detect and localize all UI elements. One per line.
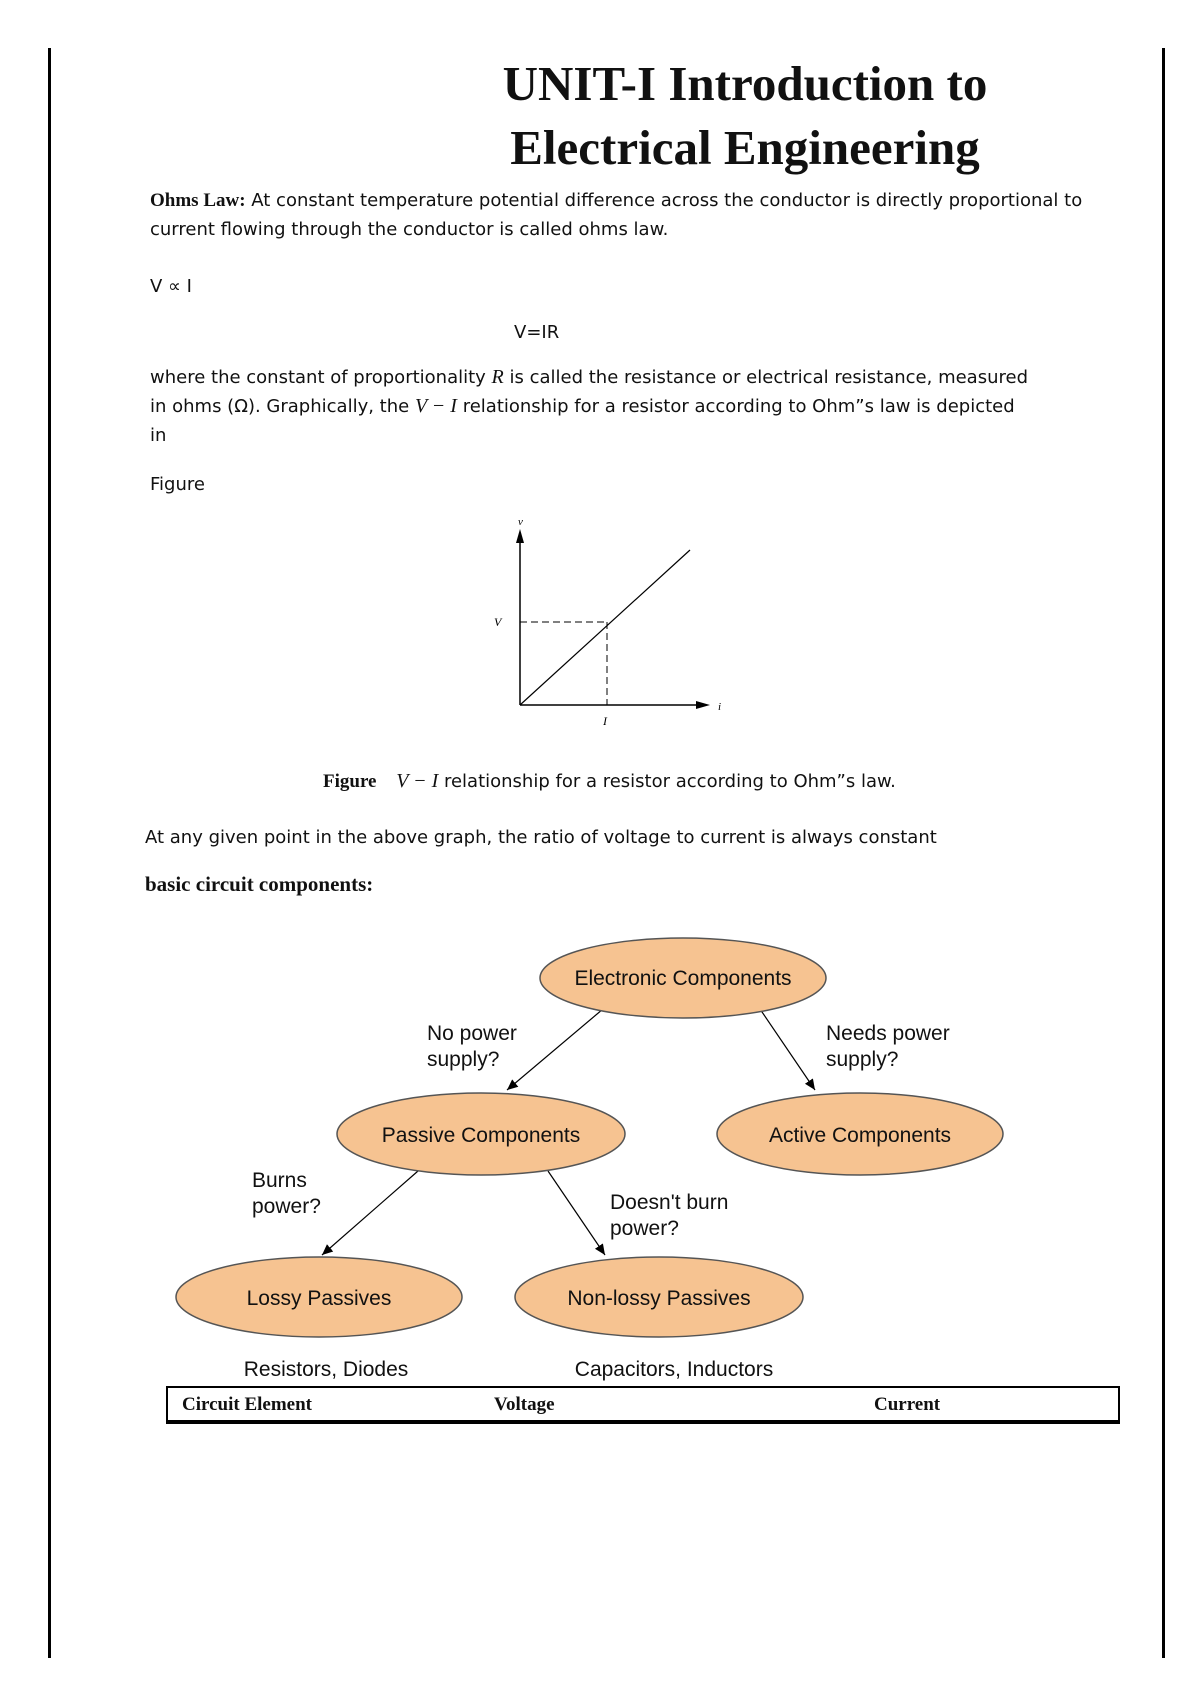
node-electronic-components — [540, 938, 826, 1018]
needs-power-question-line1: Needs power — [826, 1022, 950, 1045]
passive-label: Passive Components — [381, 1124, 581, 1147]
circuit-element-table — [166, 1386, 1120, 1424]
title-line-2: Electrical Engineering — [510, 120, 980, 175]
arrow-to-lossy — [322, 1171, 418, 1255]
no-burn-question-line1: Doesn't burn — [610, 1191, 729, 1214]
x-axis-label: i — [718, 701, 722, 713]
arrow-to-passive — [507, 1009, 603, 1090]
node-lossy-passives — [176, 1257, 462, 1337]
lossy-examples: Resistors, Diodes — [243, 1358, 409, 1381]
explanation-part-3: relationship for a resistor according to Ohm”s law is depicted in — [150, 396, 1015, 446]
no-burn-question-line2: power? — [610, 1217, 679, 1240]
i-marker: I — [603, 714, 607, 728]
lossy-label: Lossy Passives — [246, 1287, 392, 1310]
caption-label: Figure — [323, 771, 377, 792]
title-line-1: UNIT-I Introduction to — [502, 56, 988, 111]
caption-symbol: V − I — [396, 770, 439, 792]
nonlossy-examples: Capacitors, Inductors — [574, 1358, 774, 1381]
burns-question-line2: power? — [252, 1195, 321, 1218]
proportionality-statement: V ∝ I — [150, 276, 192, 297]
table-header-current: Current — [874, 1394, 941, 1415]
y-axis-label: v — [518, 516, 523, 528]
ratio-statement: At any given point in the above graph, the ratio of voltage to current is always constant — [145, 827, 937, 848]
no-power-question-line2: supply? — [427, 1048, 500, 1071]
active-label: Active Components — [768, 1124, 952, 1147]
arrow-to-nonlossy — [548, 1171, 605, 1255]
caption-text: relationship for a resistor according to Ohm”s law. — [443, 771, 896, 792]
table-header-voltage: Voltage — [494, 1394, 555, 1415]
figure-reference: Figure — [150, 474, 205, 495]
v-marker: V — [494, 615, 502, 629]
root-label: Electronic Components — [574, 967, 792, 990]
explanation-part-1: where the constant of proportionality — [150, 367, 486, 388]
table-header-circuit-element: Circuit Element — [182, 1394, 312, 1415]
symbol-v-i: V − I — [414, 395, 457, 417]
ohms-law-label: Ohms Law: — [150, 190, 246, 211]
symbol-r: R — [491, 366, 504, 388]
node-active-components — [717, 1093, 1003, 1175]
ohms-law-definition: At constant temperature potential difference across the conductor is directly proportional to current flowing through the conductor is called ohms law. — [150, 190, 1083, 240]
section-heading: basic circuit components: — [145, 872, 374, 896]
arrow-to-active — [760, 1009, 815, 1090]
node-nonlossy-passives — [515, 1257, 803, 1337]
node-passive-components — [337, 1093, 625, 1175]
needs-power-question-line2: supply? — [826, 1048, 899, 1071]
explanation-part-2: is called the resistance or electrical resistance, measured in ohms (Ω). Graphically, the — [150, 367, 1029, 417]
nonlossy-label: Non-lossy Passives — [567, 1287, 751, 1310]
no-power-question-line1: No power — [427, 1022, 517, 1045]
burns-question-line1: Burns — [252, 1169, 307, 1192]
ohms-law-equation: V=IR — [514, 322, 560, 343]
